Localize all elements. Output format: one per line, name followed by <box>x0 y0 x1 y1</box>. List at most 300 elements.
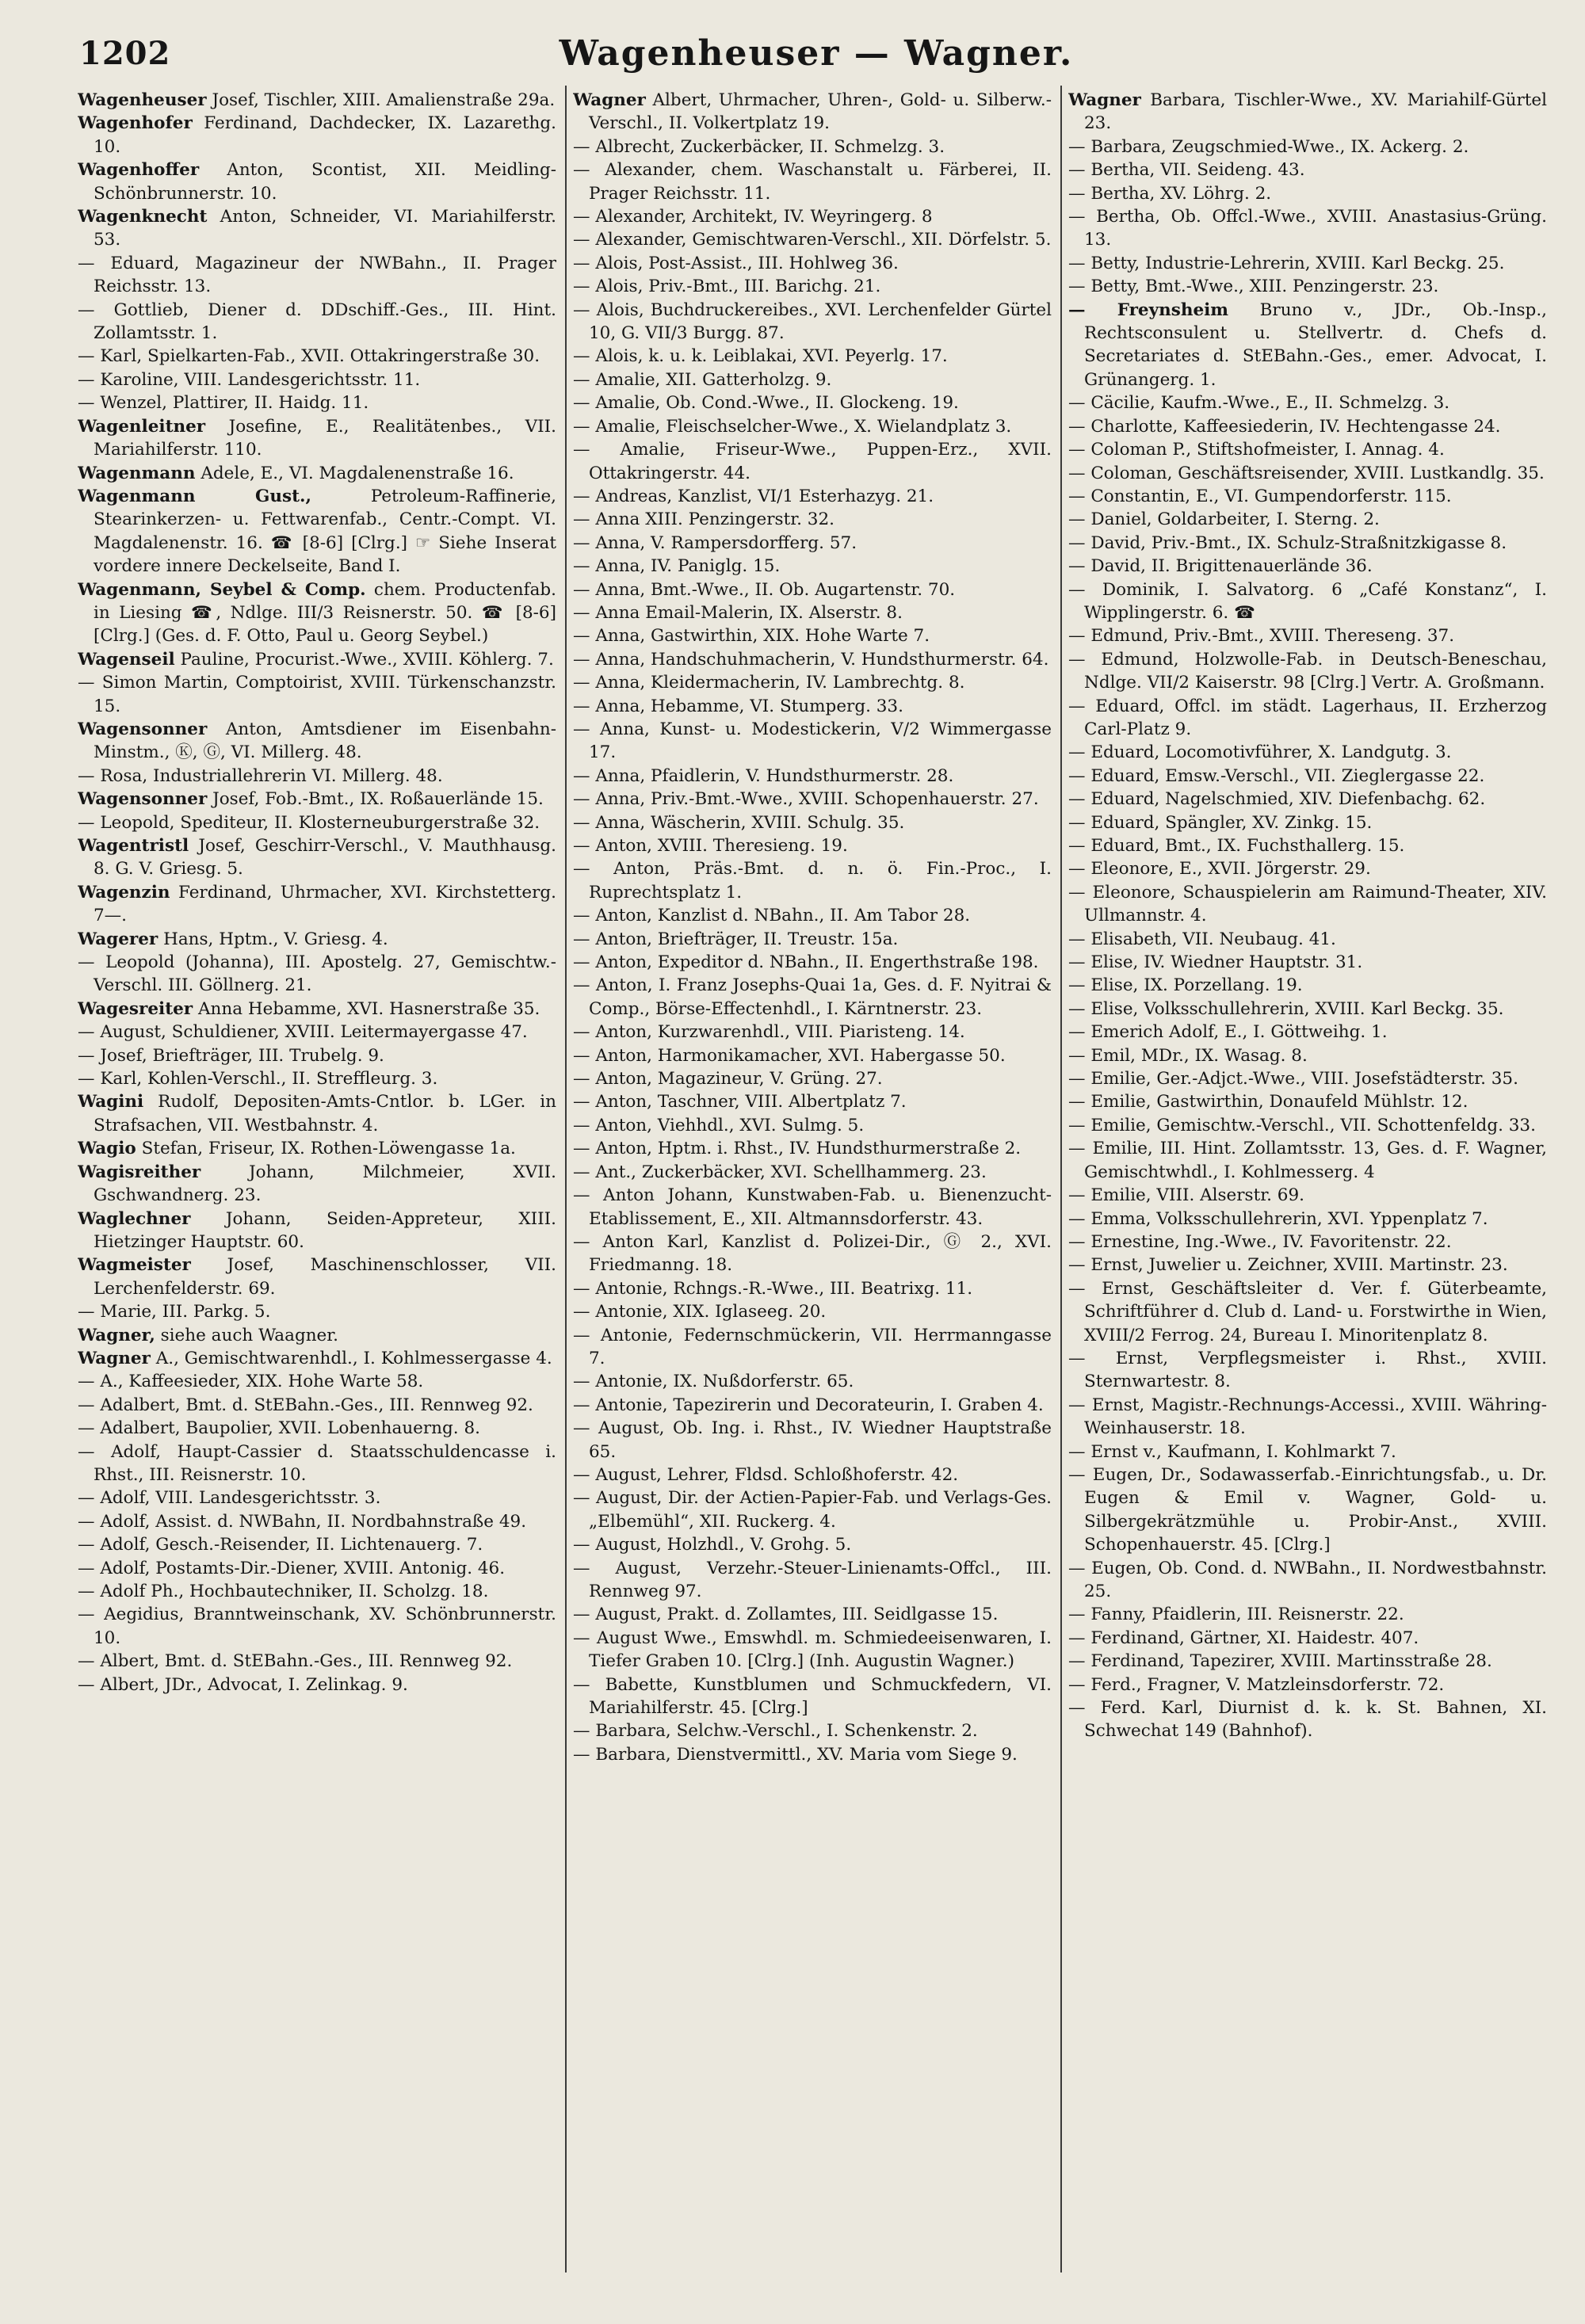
directory-entry <box>573 1137 1052 1160</box>
directory-entry <box>1068 1044 1547 1067</box>
directory-entry <box>573 415 1052 438</box>
entry-text: — Eduard, Nagelschmied, XIV. Diefenbachg. 62. <box>1068 789 1486 810</box>
directory-entry <box>78 158 556 205</box>
entry-text: — August, Prakt. d. Zollamtes, III. Seidlgasse 15. <box>573 1605 999 1625</box>
entry-headword: Wagerer <box>78 929 158 949</box>
entry-text: — Antonie, Tapezirerin und Decorateurin, I. Graben 4. <box>573 1395 1044 1415</box>
directory-entry <box>573 1184 1052 1231</box>
entry-text: — Babette, Kunstblumen und Schmuckfedern, VI. Mariahilferstr. 45. [Clrg.] <box>573 1674 1052 1719</box>
entry-text: — Anton, I. Franz Josephs-Quai 1a, Ges. d. F. Nyitrai & Comp., Börse-Effectenhdl., I. Kärntnerstr. 23. <box>573 975 1052 1019</box>
entry-text: — Ernst v., Kaufmann, I. Kohlmarkt 7. <box>1068 1441 1396 1462</box>
directory-entry <box>1068 974 1547 997</box>
entry-text: — Alexander, Gemischtwaren-Verschl., XII. Dörfelstr. 5. <box>573 230 1052 250</box>
directory-entry <box>78 1300 556 1323</box>
directory-entry <box>78 1533 556 1556</box>
entry-text: Josef, Maschinenschlosser, VII. Lerchenfelderstr. 69. <box>94 1255 556 1299</box>
running-head: Wagenheuser — Wagner. <box>559 33 1074 74</box>
directory-entry <box>78 811 556 834</box>
directory-entry <box>573 391 1052 414</box>
entry-headword: Wagner <box>1068 90 1141 110</box>
directory-entry <box>1068 1067 1547 1090</box>
directory-entry <box>1068 485 1547 508</box>
directory-entry <box>78 1021 556 1044</box>
entry-text: — Ernst, Verpflegsmeister i. Rhst., XVIII. Sternwartestr. 8. <box>1068 1348 1547 1392</box>
entry-headword: Wagenknecht <box>78 207 208 227</box>
entry-text: Hans, Hptm., V. Griesg. 4. <box>158 929 388 949</box>
entry-text: — Ernst, Juwelier u. Zeichner, XVIII. Martinstr. 23. <box>1068 1255 1508 1276</box>
directory-entry <box>1068 555 1547 578</box>
directory-entry <box>573 1533 1052 1556</box>
entry-text: siehe auch Waagner. <box>155 1325 339 1345</box>
entry-text: — Adolf, Gesch.-Reisender, II. Lichtenauerg. 7. <box>78 1535 483 1555</box>
directory-entry <box>573 1673 1052 1720</box>
entry-headword: Waglechner <box>78 1208 191 1229</box>
directory-entry <box>1068 857 1547 880</box>
directory-entry <box>573 695 1052 718</box>
directory-entry <box>78 951 556 998</box>
directory-entry <box>1068 532 1547 555</box>
entry-text: — A., Kaffeesieder, XIX. Hohe Warte 58. <box>78 1372 424 1392</box>
entry-text: — Anton, Kanzlist d. NBahn., II. Am Tabor 28. <box>573 906 971 926</box>
entry-text: — Eduard, Emsw.-Verschl., VII. Zieglergasse 22. <box>1068 765 1485 786</box>
directory-entry <box>573 951 1052 974</box>
directory-entry <box>78 1417 556 1440</box>
entry-headword: Wagenheuser <box>78 90 207 110</box>
entry-text: — Alois, Buchdruckereibes., XVI. Lerchenfelder Gürtel 10, G. VII/3 Burgg. 87. <box>573 300 1052 344</box>
directory-entry <box>573 834 1052 857</box>
entry-headword: Wagenleitner <box>78 416 206 437</box>
entry-text: — Bertha, Ob. Offcl.-Wwe., XVIII. Anastasius-Grüng. 13. <box>1068 207 1547 250</box>
entry-text: — Barbara, Zeugschmied-Wwe., IX. Ackerg. 2. <box>1068 136 1469 157</box>
entry-text: — Albert, Bmt. d. StEBahn.-Ges., III. Rennweg 92. <box>78 1651 513 1672</box>
entry-text: — Aegidius, Branntweinschank, XV. Schönbrunnerstr. 10. <box>78 1605 556 1648</box>
directory-entry <box>573 1603 1052 1626</box>
entry-text: Josefine, E., Realitätenbes., VII. Mariahilferstr. 110. <box>94 416 556 460</box>
directory-entry <box>78 834 556 881</box>
directory-column-3 <box>1068 89 1547 2284</box>
entry-text: — Albert, JDr., Advocat, I. Zelinkag. 9. <box>78 1674 408 1695</box>
directory-entry <box>78 299 556 345</box>
directory-entry <box>1068 834 1547 857</box>
directory-entry <box>1068 1090 1547 1113</box>
entry-text: — Anton, Kurzwarenhdl., VIII. Piaristeng. 14. <box>573 1022 965 1043</box>
directory-entry <box>1068 1603 1547 1626</box>
directory-entry <box>1068 578 1547 625</box>
entry-text: — Charlotte, Kaffeesiederin, IV. Hechtengasse 24. <box>1068 416 1501 437</box>
directory-entry <box>573 1394 1052 1417</box>
directory-entry <box>573 1486 1052 1533</box>
directory-entry <box>78 648 556 671</box>
entry-text: — Anna XIII. Penzingerstr. 32. <box>573 509 835 530</box>
entry-text: — Antonie, XIX. Iglaseeg. 20. <box>573 1302 827 1322</box>
directory-entry <box>1068 1114 1547 1137</box>
entry-text: — Anton, Magazineur, V. Grüng. 27. <box>573 1069 883 1089</box>
entry-text: Adele, E., VI. Magdalenenstraße 16. <box>195 463 514 483</box>
entry-headword: Wagio <box>78 1139 136 1159</box>
directory-entry <box>78 718 556 765</box>
entry-text: — Anna, Hebamme, VI. Stumperg. 33. <box>573 696 903 716</box>
directory-entry <box>1068 275 1547 298</box>
directory-entry <box>573 1324 1052 1371</box>
directory-entry <box>573 904 1052 927</box>
entry-text: — Ferdinand, Gärtner, XI. Haidestr. 407. <box>1068 1628 1419 1648</box>
entry-text: — Antonie, IX. Nußdorferstr. 65. <box>573 1372 854 1392</box>
entry-text: — Adalbert, Bmt. d. StEBahn.-Ges., III. Rennweg 92. <box>78 1395 533 1415</box>
entry-text: — Anton, Briefträger, II. Treustr. 15a. <box>573 929 899 949</box>
directory-entry <box>573 158 1052 205</box>
directory-entry <box>573 438 1052 485</box>
entry-text: — Daniel, Goldarbeiter, I. Sterng. 2. <box>1068 509 1380 530</box>
entry-headword: Wagesreiter <box>78 998 193 1019</box>
directory-entry <box>1068 811 1547 834</box>
directory-entry <box>573 532 1052 555</box>
entry-text: — Anna, Kleidermacherin, IV. Lambrechtg. 8. <box>573 673 965 693</box>
directory-entry <box>1068 624 1547 647</box>
entry-text: — Cäcilie, Kaufm.-Wwe., E., II. Schmelzg. 3. <box>1068 393 1450 414</box>
directory-entry <box>1068 1650 1547 1673</box>
entry-text: — August, Schuldiener, XVIII. Leitermayergasse 47. <box>78 1022 528 1043</box>
directory-entry <box>1068 741 1547 764</box>
entry-text: — Josef, Briefträger, III. Trubelg. 9. <box>78 1045 384 1066</box>
directory-entry <box>78 1090 556 1137</box>
directory-entry <box>573 1021 1052 1044</box>
entry-headword: Wagenmann Gust., <box>78 486 312 506</box>
directory-entry <box>1068 765 1547 788</box>
entry-text: — Ant., Zuckerbäcker, XVI. Schellhammerg. 23. <box>573 1162 987 1182</box>
directory-entry <box>78 415 556 462</box>
directory-entry <box>78 485 556 578</box>
directory-entry <box>1068 158 1547 181</box>
entry-text: — Eleonore, E., XVII. Jörgerstr. 29. <box>1068 859 1371 880</box>
directory-entry <box>573 1067 1052 1090</box>
entry-text: — Edmund, Priv.-Bmt., XVIII. Thereseng. 37. <box>1068 626 1455 647</box>
entry-text: — Amalie, Ob. Cond.-Wwe., II. Glockeng. 19. <box>573 393 959 414</box>
directory-entry <box>573 135 1052 158</box>
directory-entry <box>1068 462 1547 485</box>
directory-entry <box>1068 1231 1547 1254</box>
entry-text: — Elise, IX. Porzellang. 19. <box>1068 975 1303 996</box>
directory-entry <box>78 89 556 112</box>
entry-text: — Eugen, Dr., Sodawasserfab.-Einrichtungsfab., u. Dr. Eugen & Emil v. Wagner, Gold- u. Silbergekrätzmühle u. Probir-Anst., XVIII. Schopenhauerstr. 45. [Clrg.] <box>1068 1464 1547 1555</box>
entry-text: — Wenzel, Plattirer, II. Haidg. 11. <box>78 393 369 414</box>
entry-text: — Anton, Präs.-Bmt. d. n. ö. Fin.-Proc., I. Ruprechtsplatz 1. <box>573 859 1052 903</box>
entry-text: — Elise, Volksschullehrerin, XVIII. Karl Beckg. 35. <box>1068 998 1504 1019</box>
entry-headword: Wagenhofer <box>78 113 193 134</box>
entry-text: — Gottlieb, Diener d. DDschiff.-Ges., III. Hint. Zollamtsstr. 1. <box>78 300 556 344</box>
directory-entry <box>1068 1021 1547 1044</box>
directory-entry <box>573 485 1052 508</box>
entry-text: — Anton Karl, Kanzlist d. Polizei-Dir., Ⓖ 2., XVI. Friedmanng. 18. <box>573 1231 1052 1276</box>
directory-entry <box>78 765 556 788</box>
entry-text: — Albrecht, Zuckerbäcker, II. Schmelzg. 3. <box>573 136 945 157</box>
entry-text: — David, II. Brigittenauerlände 36. <box>1068 556 1373 577</box>
entry-text: — Emil, MDr., IX. Wasag. 8. <box>1068 1045 1308 1066</box>
directory-entry <box>1068 648 1547 695</box>
entry-text: — Rosa, Industriallehrerin VI. Millerg. 48. <box>78 765 443 786</box>
entry-text: Petroleum-Raffinerie, Stearinkerzen- u. Fettwarenfab., Centr.-Compt. VI. Magdalenenstr. 16. ☎ [8-6] [Clrg.] ☞ Siehe Inserat vordere innere Deckelseite, Band I. <box>94 486 556 577</box>
directory-entry <box>78 928 556 951</box>
entry-text: — Eduard, Locomotivführer, X. Landgutg. 3. <box>1068 742 1452 763</box>
entry-text: — August, Holzhdl., V. Grohg. 5. <box>573 1535 852 1555</box>
entry-headword: Wagenhoffer <box>78 160 200 181</box>
entry-text: chem. Productenfab. in Liesing ☎, Ndlge. III/3 Reisnerstr. 50. ☎ [8-6] [Clrg.] (Ges. d. F. Otto, Paul u. Georg Seybel.) <box>94 579 556 647</box>
entry-headword: Wagenzin <box>78 882 170 903</box>
entry-text: — Karoline, VIII. Landesgerichtsstr. 11. <box>78 369 421 390</box>
entry-text: Josef, Geschirr-Verschl., V. Mauthhausg. 8. G. V. Griesg. 5. <box>94 836 556 880</box>
entry-text: — Adalbert, Baupolier, XVII. Lobenhauerng. 8. <box>78 1418 480 1439</box>
entry-text: — Alexander, chem. Waschanstalt u. Färberei, II. Prager Reichsstr. 11. <box>573 160 1052 204</box>
entry-text: — Alois, k. u. k. Leiblakai, XVI. Peyerlg. 17. <box>573 346 948 367</box>
entry-text: — Ferdinand, Tapezirer, XVIII. Martinsstraße 28. <box>1068 1651 1492 1672</box>
directory-entry <box>78 205 556 252</box>
entry-text: — Ferd., Fragner, V. Matzleinsdorferstr. 72. <box>1068 1674 1445 1695</box>
directory-entry <box>573 811 1052 834</box>
entry-text: — Marie, III. Parkg. 5. <box>78 1302 271 1322</box>
directory-entry <box>1068 205 1547 252</box>
directory-entry <box>78 391 556 414</box>
entry-text: — Betty, Bmt.-Wwe., XIII. Penzingerstr. 23. <box>1068 277 1439 297</box>
directory-entry <box>1068 788 1547 811</box>
entry-text: — Anna, Priv.-Bmt.-Wwe., XVIII. Schopenhauerstr. 27. <box>573 789 1039 810</box>
directory-entry <box>1068 1696 1547 1743</box>
entry-headword: Wagentristl <box>78 836 189 856</box>
page-number: 1202 <box>79 35 171 72</box>
entry-text: — Elise, IV. Wiedner Hauptstr. 31. <box>1068 952 1363 973</box>
directory-entry <box>573 578 1052 601</box>
directory-entry <box>573 1231 1052 1277</box>
entry-text: Josef, Fob.-Bmt., IX. Roßauerlände 15. <box>207 789 544 810</box>
entry-text: — Barbara, Dienstvermittl., XV. Maria vom Siege 9. <box>573 1744 1018 1765</box>
directory-entry <box>1068 415 1547 438</box>
entry-text: — Andreas, Kanzlist, VI/1 Esterhazyg. 21. <box>573 486 934 506</box>
entry-headword: Wagisreither <box>78 1162 201 1182</box>
entry-headword: Wagner <box>78 1348 151 1368</box>
entry-headword: Wagenmann <box>78 463 196 483</box>
entry-text: — Leopold, Spediteur, II. Klosterneuburgerstraße 32. <box>78 812 540 833</box>
directory-entry <box>78 252 556 299</box>
directory-entry <box>573 1044 1052 1067</box>
entry-text: — Anton, Hptm. i. Rhst., IV. Hundsthurmerstraße 2. <box>573 1139 1022 1159</box>
directory-entry <box>1068 1394 1547 1441</box>
entry-text: — Emma, Volksschullehrerin, XVI. Yppenplatz 7. <box>1068 1208 1488 1229</box>
directory-columns <box>78 89 1556 2284</box>
entry-text: — Anna, IV. Paniglg. 15. <box>573 556 781 577</box>
entry-text: — Bertha, VII. Seideng. 43. <box>1068 160 1305 181</box>
directory-entry <box>573 1557 1052 1604</box>
entry-headword: Wagner, <box>78 1325 155 1345</box>
entry-text: — Emilie, III. Hint. Zollamtsstr. 13, Ges. d. F. Wagner, Gemischtwhdl., I. Kohlmesserg. 4 <box>1068 1139 1547 1182</box>
directory-entry <box>573 555 1052 578</box>
entry-text: — Eduard, Offcl. im städt. Lagerhaus, II. Erzherzog Carl-Platz 9. <box>1068 696 1547 739</box>
entry-text: — Adolf Ph., Hochbautechniker, II. Scholzg. 18. <box>78 1582 489 1601</box>
entry-text: — Emilie, Gastwirthin, Donaufeld Mühlstr. 12. <box>1068 1092 1469 1112</box>
directory-entry <box>573 368 1052 391</box>
directory-entry <box>78 368 556 391</box>
entry-text: — Eduard, Bmt., IX. Fuchsthallerg. 15. <box>1068 836 1405 856</box>
directory-entry <box>573 1090 1052 1113</box>
entry-text: — Amalie, XII. Gatterholzg. 9. <box>573 369 832 390</box>
directory-entry <box>1068 998 1547 1021</box>
directory-entry <box>1068 1673 1547 1696</box>
directory-entry <box>573 1300 1052 1323</box>
directory-entry <box>573 624 1052 647</box>
directory-entry <box>78 1324 556 1347</box>
directory-entry <box>1068 1627 1547 1650</box>
entry-text: — Edmund, Holzwolle-Fab. in Deutsch-Beneschau, Ndlge. VII/2 Kaiserstr. 98 [Clrg.] Vertr. A. Großmann. <box>1068 649 1547 693</box>
entry-text: — Anna, V. Rampersdorfferg. 57. <box>573 532 857 553</box>
entry-text: Stefan, Friseur, IX. Rothen-Löwengasse 1a. <box>136 1139 516 1159</box>
directory-entry <box>573 1417 1052 1463</box>
entry-text: — August, Ob. Ing. i. Rhst., IV. Wiedner Hauptstraße 65. <box>573 1418 1052 1462</box>
entry-text: — Ernst, Geschäftsleiter d. Ver. f. Güterbeamte, Schriftführer d. Club d. Land- u. Forstwirthe in Wien, XVIII/2 Ferrog. 24, Bureau I. Minoritenplatz 8. <box>1068 1278 1547 1345</box>
entry-text: Anton, Amtsdiener im Eisenbahn-Minstm., Ⓚ, Ⓖ, VI. Millerg. 48. <box>94 719 556 763</box>
entry-text: — Amalie, Fleischselcher-Wwe., X. Wielandplatz 3. <box>573 416 1012 437</box>
directory-entry <box>1068 438 1547 461</box>
directory-entry <box>573 718 1052 765</box>
directory-entry <box>78 1650 556 1673</box>
directory-entry <box>1068 1208 1547 1231</box>
entry-text: — David, Priv.-Bmt., IX. Schulz-Straßnitzkigasse 8. <box>1068 532 1507 553</box>
entry-text: Johann, Seiden-Appreteur, XIII. Hietzinger Hauptstr. 60. <box>94 1208 556 1252</box>
directory-entry <box>78 578 556 648</box>
directory-entry <box>1068 391 1547 414</box>
entry-text: — Anton, Harmonikamacher, XVI. Habergasse 50. <box>573 1045 1006 1066</box>
entry-headword: Wagensonner <box>78 789 208 810</box>
entry-text: — Karl, Kohlen-Verschl., II. Streffleurg. 3. <box>78 1069 438 1089</box>
directory-entry <box>573 1114 1052 1137</box>
directory-entry <box>78 998 556 1021</box>
entry-text: — Anna, Handschuhmacherin, V. Hundsthurmerstr. 64. <box>573 649 1049 670</box>
entry-text: Rudolf, Depositen-Amts-Cntlor. b. LGer. in Strafsachen, VII. Westbahnstr. 4. <box>94 1092 556 1135</box>
directory-entry <box>78 1580 556 1603</box>
directory-entry <box>1068 951 1547 974</box>
directory-entry <box>1068 928 1547 951</box>
directory-entry <box>573 601 1052 624</box>
directory-entry <box>1068 1254 1547 1276</box>
entry-text: Anton, Schneider, VI. Mariahilferstr. 53. <box>94 207 556 250</box>
directory-entry <box>573 89 1052 135</box>
directory-entry <box>573 1161 1052 1184</box>
directory-entry <box>78 1394 556 1417</box>
directory-entry <box>1068 508 1547 531</box>
directory-entry <box>573 671 1052 694</box>
entry-text: — Anton, Taschner, VIII. Albertplatz 7. <box>573 1092 907 1112</box>
entry-text: — Leopold (Johanna), III. Apostelg. 27, Gemischtw.-Verschl. III. Göllnerg. 21. <box>78 952 556 996</box>
entry-text: — August Wwe., Emswhdl. m. Schmiedeeisenwaren, I. Tiefer Graben 10. [Clrg.] (Inh. Augustin Wagner.) <box>573 1628 1052 1672</box>
directory-entry <box>78 881 556 928</box>
directory-entry <box>1068 1137 1547 1184</box>
directory-entry <box>78 1510 556 1533</box>
entry-text: Albert, Uhrmacher, Uhren-, Gold- u. Silberw.-Verschl., II. Volkertplatz 19. <box>589 90 1052 134</box>
entry-text: — Adolf, VIII. Landesgerichtsstr. 3. <box>78 1488 381 1509</box>
directory-entry <box>1068 252 1547 275</box>
entry-text: — Antonie, Rchngs.-R.-Wwe., III. Beatrixg. 11. <box>573 1278 973 1299</box>
directory-entry <box>1068 1277 1547 1347</box>
directory-entry <box>573 1627 1052 1673</box>
entry-text: — Emilie, Gemischtw.-Verschl., VII. Schottenfeldg. 33. <box>1068 1115 1536 1135</box>
directory-entry <box>78 788 556 811</box>
directory-entry <box>78 1370 556 1393</box>
directory-entry <box>573 1463 1052 1486</box>
entry-text: — Amalie, Friseur-Wwe., Puppen-Erz., XVII. Ottakringerstr. 44. <box>573 440 1052 483</box>
entry-headword: Wagenmann, Seybel & Comp. <box>78 579 366 600</box>
directory-column-2 <box>573 89 1052 2284</box>
entry-headword: Wagini <box>78 1092 144 1112</box>
entry-text: — Coloman, Geschäftsreisender, XVIII. Lustkandlg. 35. <box>1068 463 1545 483</box>
directory-entry <box>78 462 556 485</box>
directory-entry <box>78 1486 556 1509</box>
entry-headword: — Freynsheim <box>1068 300 1229 320</box>
directory-entry <box>78 1673 556 1696</box>
entry-text: — Alois, Post-Assist., III. Hohlweg 36. <box>573 253 899 273</box>
directory-entry <box>78 1208 556 1254</box>
directory-entry <box>1068 695 1547 742</box>
entry-text: — Emilie, Ger.-Adjct.-Wwe., VIII. Josefstädterstr. 35. <box>1068 1069 1518 1089</box>
directory-entry <box>1068 299 1547 392</box>
entry-text: — Ferd. Karl, Diurnist d. k. k. St. Bahnen, XI. Schwechat 149 (Bahnhof). <box>1068 1698 1547 1742</box>
entry-text: — Alois, Priv.-Bmt., III. Barichg. 21. <box>573 277 881 297</box>
entry-text: — Anton, XVIII. Theresieng. 19. <box>573 836 848 856</box>
entry-text: Ferdinand, Dachdecker, IX. Lazarethg. 10. <box>94 113 556 157</box>
entry-text: — Anna, Pfaidlerin, V. Hundsthurmerstr. 28. <box>573 765 954 786</box>
entry-text: — Emerich Adolf, E., I. Göttweihg. 1. <box>1068 1022 1388 1043</box>
directory-entry <box>1068 1347 1547 1394</box>
entry-text: — Eleonore, Schauspielerin am Raimund-Theater, XIV. Ullmannstr. 4. <box>1068 882 1547 926</box>
directory-entry <box>1068 182 1547 205</box>
entry-text: — Antonie, Federnschmückerin, VII. Herrmanngasse 7. <box>573 1325 1052 1368</box>
directory-entry <box>573 252 1052 275</box>
directory-entry <box>1068 881 1547 928</box>
entry-headword: Wagner <box>573 90 646 110</box>
entry-text: Anna Hebamme, XVI. Hasnerstraße 35. <box>193 998 540 1019</box>
directory-entry <box>78 1161 556 1208</box>
entry-text: — August, Lehrer, Fldsd. Schloßhoferstr. 42. <box>573 1464 959 1485</box>
entry-text: — Elisabeth, VII. Neubaug. 41. <box>1068 929 1336 949</box>
entry-text: — Eduard, Magazineur der NWBahn., II. Prager Reichsstr. 13. <box>78 253 556 297</box>
directory-entry <box>573 1370 1052 1393</box>
entry-text: — Adolf, Postamts-Dir.-Diener, XVIII. Antonig. 46. <box>78 1558 506 1578</box>
entry-text: — Dominik, I. Salvatorg. 6 „Café Konstanz“, I. Wipplingerstr. 6. ☎ <box>1068 579 1547 623</box>
directory-entry <box>78 1137 556 1160</box>
directory-entry <box>573 205 1052 228</box>
entry-headword: Wagenseil <box>78 649 175 670</box>
entry-text: — Simon Martin, Comptoirist, XVIII. Türkenschanzstr. 15. <box>78 673 556 716</box>
directory-entry <box>573 299 1052 345</box>
directory-entry <box>78 1441 556 1487</box>
directory-entry <box>573 765 1052 788</box>
entry-text: — Constantin, E., VI. Gumpendorferstr. 115. <box>1068 486 1452 506</box>
entry-headword: Wagmeister <box>78 1255 191 1276</box>
directory-entry <box>573 508 1052 531</box>
entry-text: — Eugen, Ob. Cond. d. NWBahn., II. Nordwestbahnstr. 25. <box>1068 1558 1547 1601</box>
entry-text: — Adolf, Haupt-Cassier d. Staatsschuldencasse i. Rhst., III. Reisnerstr. 10. <box>78 1441 556 1485</box>
directory-entry <box>1068 1557 1547 1604</box>
directory-entry <box>573 1719 1052 1742</box>
entry-text: Pauline, Procurist.-Wwe., XVIII. Köhlerg. 7. <box>174 649 554 670</box>
directory-entry <box>78 112 556 158</box>
entry-text: Ferdinand, Uhrmacher, XVI. Kirchstetterg. 7—. <box>94 882 556 926</box>
entry-text: — Betty, Industrie-Lehrerin, XVIII. Karl Beckg. 25. <box>1068 253 1505 273</box>
entry-text: — August, Verzehr.-Steuer-Linienamts-Offcl., III. Rennweg 97. <box>573 1558 1052 1601</box>
entry-text: — Ernestine, Ing.-Wwe., IV. Favoritenstr. 22. <box>1068 1231 1452 1252</box>
entry-text: — Anton, Expeditor d. NBahn., II. Engerthstraße 198. <box>573 952 1039 973</box>
directory-entry <box>573 1743 1052 1766</box>
directory-entry <box>78 1603 556 1650</box>
entry-text: — Anton Johann, Kunstwaben-Fab. u. Bienenzucht-Etablissement, E., XII. Altmannsdorferstr. 43. <box>573 1185 1052 1229</box>
page-header <box>79 30 1553 86</box>
directory-entry <box>78 1557 556 1580</box>
directory-entry <box>573 788 1052 811</box>
